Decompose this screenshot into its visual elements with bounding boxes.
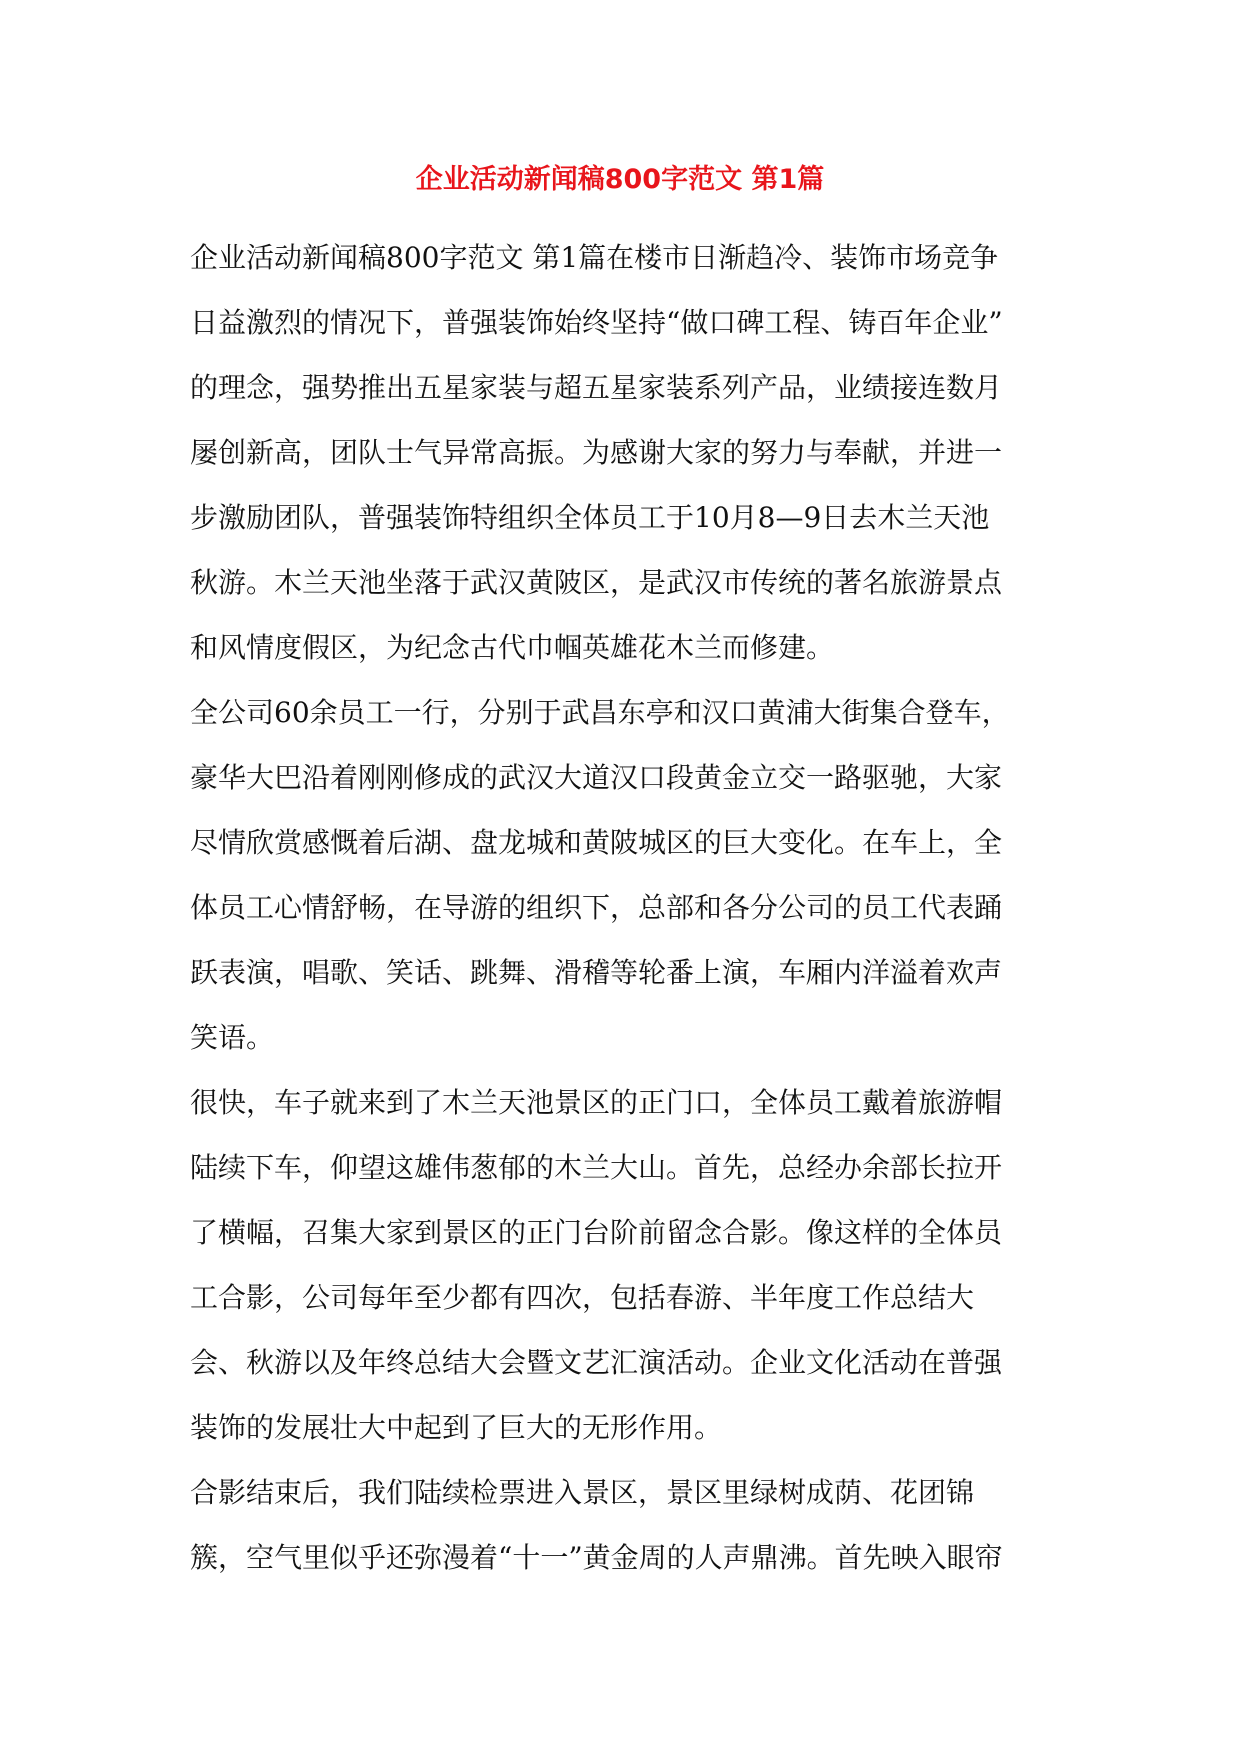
text-line: 会、秋游以及年终总结大会暨文艺汇演活动。企业文化活动在普强	[190, 1346, 1003, 1379]
paragraph-2	[190, 680, 1060, 1070]
text-line: 豪华大巴沿着刚刚修成的武汉大道汉口段黄金立交一路驱驰，大家	[190, 761, 1003, 794]
text-line: 日益激烈的情况下，普强装饰始终坚持“做口碑工程、铸百年企业”	[190, 306, 1003, 339]
paragraph-4	[190, 1460, 1060, 1590]
text-line: 合影结束后，我们陆续检票进入景区，景区里绿树成荫、花团锦	[190, 1476, 975, 1509]
text-line: 簇，空气里似乎还弥漫着“十一”黄金周的人声鼎沸。首先映入眼帘	[190, 1541, 1003, 1574]
text-line: 装饰的发展壮大中起到了巨大的无形作用。	[190, 1411, 723, 1444]
text-line: 了横幅，召集大家到景区的正门台阶前留念合影。像这样的全体员	[190, 1216, 1003, 1249]
text-line: 企业活动新闻稿800字范文 第1篇在楼市日渐趋冷、装饰市场竞争	[190, 241, 999, 274]
text-line: 秋游。木兰天池坐落于武汉黄陂区，是武汉市传统的著名旅游景点	[190, 566, 1003, 599]
document-title: 企业活动新闻稿800字范文 第1篇	[415, 164, 825, 195]
text-line: 和风情度假区，为纪念古代巾帼英雄花木兰而修建。	[190, 631, 835, 664]
paragraph-1	[190, 225, 1060, 680]
text-line: 陆续下车，仰望这雄伟葱郁的木兰大山。首先，总经办余部长拉开	[190, 1151, 1003, 1184]
document-body	[190, 225, 1060, 1590]
text-line: 全公司60余员工一行，分别于武昌东亭和汉口黄浦大街集合登车，	[190, 696, 1010, 729]
text-line: 尽情欣赏感慨着后湖、盘龙城和黄陂城区的巨大变化。在车上，全	[190, 826, 1003, 859]
text-line: 的理念，强势推出五星家装与超五星家装系列产品，业绩接连数月	[190, 371, 1003, 404]
text-line: 很快，车子就来到了木兰天池景区的正门口，全体员工戴着旅游帽	[190, 1086, 1003, 1119]
text-line: 工合影，公司每年至少都有四次，包括春游、半年度工作总结大	[190, 1281, 975, 1314]
text-line: 步激励团队，普强装饰特组织全体员工于10月8—9日去木兰天池	[190, 501, 990, 534]
text-line: 屡创新高，团队士气异常高振。为感谢大家的努力与奉献，并进一	[190, 436, 1003, 469]
text-line: 体员工心情舒畅，在导游的组织下，总部和各分公司的员工代表踊	[190, 891, 1003, 924]
paragraph-3	[190, 1070, 1060, 1460]
text-line: 笑语。	[190, 1021, 275, 1054]
text-line: 跃表演，唱歌、笑话、跳舞、滑稽等轮番上演，车厢内洋溢着欢声	[190, 956, 1003, 989]
